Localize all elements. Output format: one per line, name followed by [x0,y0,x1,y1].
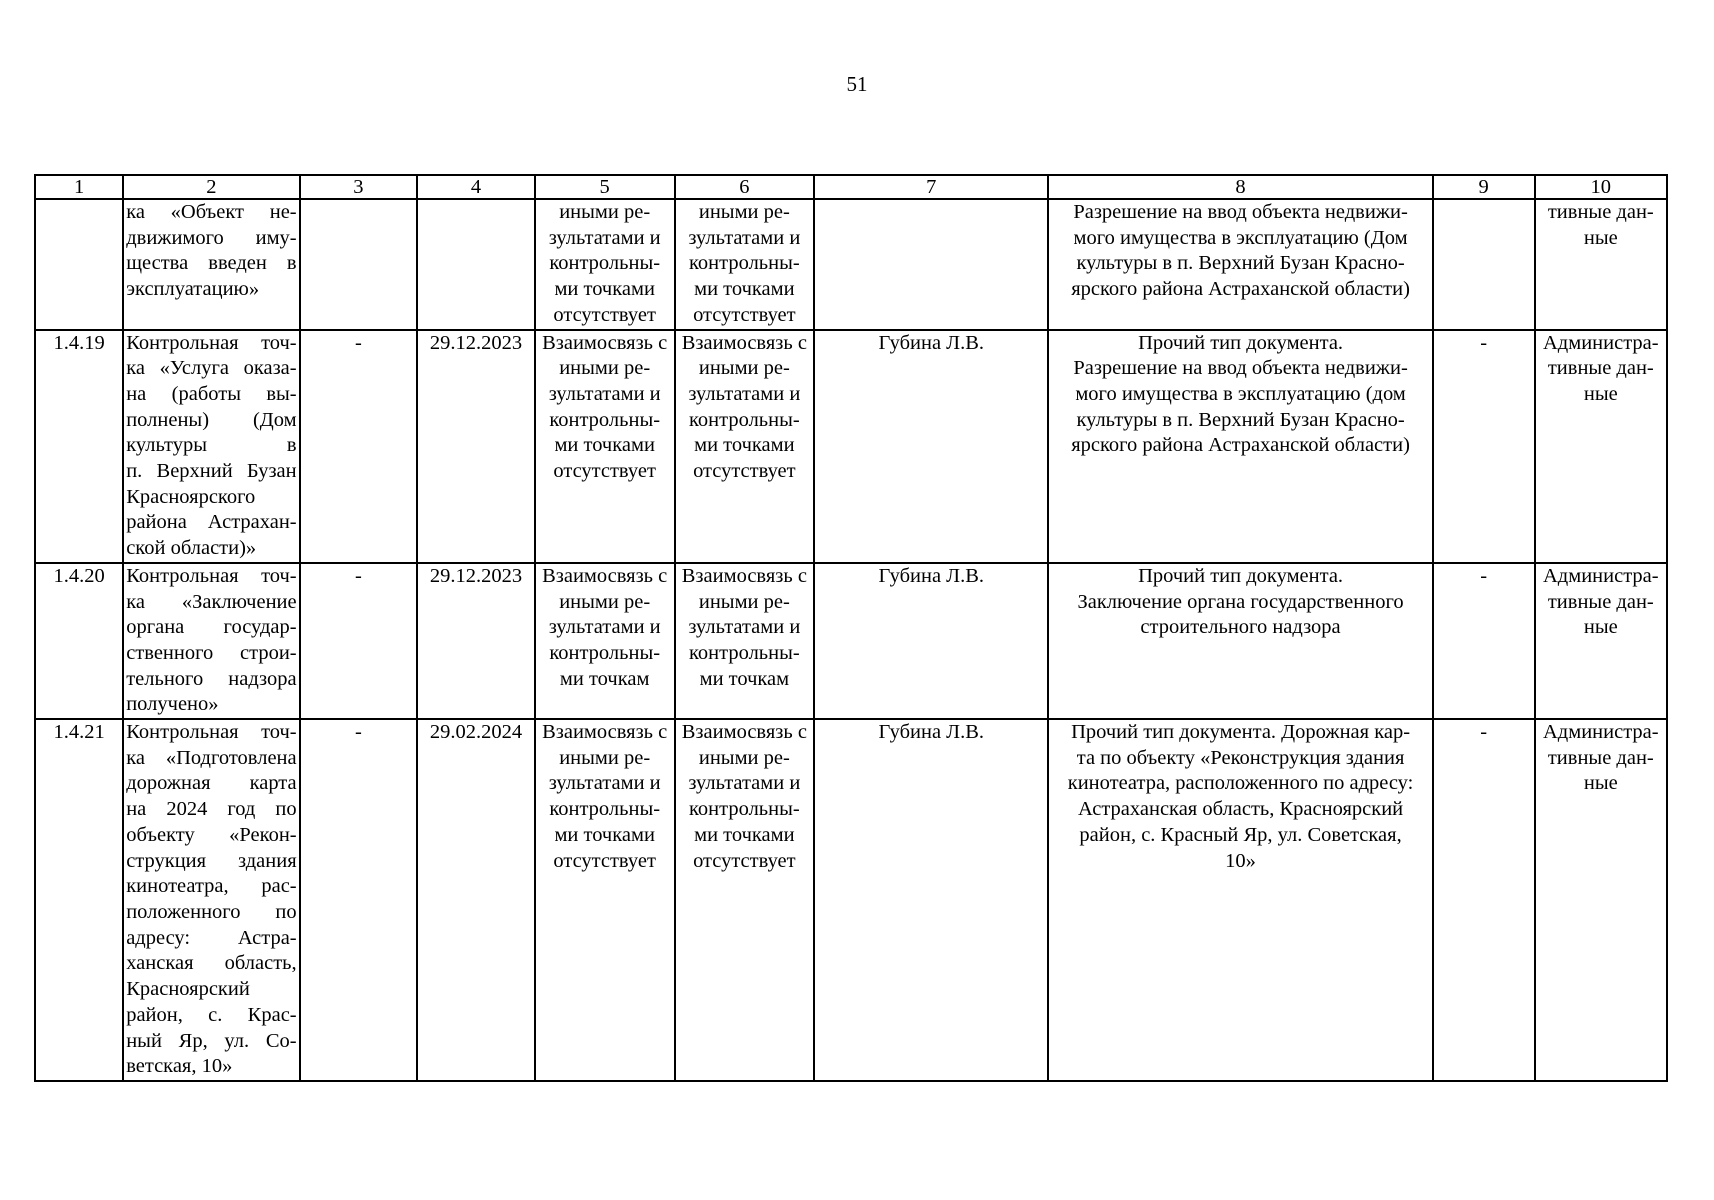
item-title-line: ханская область, [126,952,297,975]
column-header: 7 [814,175,1048,199]
item-title-line: Контрольная точ- [126,564,297,587]
item-title-line: ка «Подготовлена [126,746,297,769]
item-title [123,199,299,330]
table-row [35,199,1667,330]
item-title-line: ственного строи- [126,641,297,664]
responsible-person: Губина Л.В. [814,330,1048,563]
document-type: Разрешение на ввод объекта недвижи- мого имущества в эксплуатацию (Дом культуры в п. Верхний Бузан Красно- ярского района Астраханской области) [1048,199,1432,330]
relation-value: Взаимосвязь с иными ре- зультатами и контрольны- ми точкам [535,563,675,719]
date-value: 29.02.2024 [417,719,535,1081]
column-header: 10 [1535,175,1667,199]
responsible-person: Губина Л.В. [814,719,1048,1081]
column-header: 6 [675,175,815,199]
item-title-line: ветская, 10» [126,1055,233,1078]
date-value: 29.12.2023 [417,330,535,563]
responsible-person [814,199,1048,330]
item-title-line: дорожная карта [126,772,297,795]
relation-value: Взаимосвязь с иными ре- зультатами и контрольны- ми точками отсутствует [535,330,675,563]
relation-value: иными ре- зультатами и контрольны- ми точками отсутствует [675,199,815,330]
date-value [417,199,535,330]
item-title-line: положенного по [126,900,297,923]
table-row [35,563,1667,719]
col9-value: - [1433,719,1535,1081]
col3-value [300,199,418,330]
item-title-line: ской области)» [126,537,257,560]
item-title-line: Красноярский [126,978,250,1001]
item-title-line: на 2024 год по [126,798,297,821]
item-title-line: тельного надзора [126,667,297,690]
item-title-line: Красноярского [126,485,256,508]
responsible-person: Губина Л.В. [814,563,1048,719]
item-title [123,330,299,563]
item-title-line: культуры в [126,434,297,457]
col3-value: - [300,563,418,719]
col9-value [1433,199,1535,330]
item-title-line: эксплуатацию» [126,278,260,301]
data-source: Администра- тивные дан- ные [1535,330,1667,563]
column-header: 2 [123,175,299,199]
table-row [35,719,1667,1081]
relation-value: Взаимосвязь с иными ре- зультатами и контрольны- ми точками отсутствует [675,330,815,563]
document-type: Прочий тип документа. Разрешение на ввод объекта недвижи- мого имущества в эксплуатацию (дом культуры в п. Верхний Бузан Красно- ярского района Астраханской области) [1048,330,1432,563]
column-header: 5 [535,175,675,199]
item-number: 1.4.21 [35,719,123,1081]
data-source: тивные дан- ные [1535,199,1667,330]
item-title-line: струкция здания [126,849,297,872]
data-source: Администра- тивные дан- ные [1535,719,1667,1081]
column-header: 4 [417,175,535,199]
col3-value: - [300,330,418,563]
column-header: 1 [35,175,123,199]
item-title-line: ка «Объект не- [126,201,297,223]
col3-value: - [300,719,418,1081]
item-title-line: адресу: Астра- [126,926,297,949]
item-number: 1.4.19 [35,330,123,563]
item-title-line: объекту «Рекон- [126,823,297,846]
date-value: 29.12.2023 [417,563,535,719]
table-row [35,330,1667,563]
column-header: 8 [1048,175,1432,199]
document-type: Прочий тип документа. Дорожная кар- та по объекту «Реконструкция здания кинотеатра, расположенного по адресу: Астраханская область, Красноярский район, с. Красный Яр, ул. Советская, 10» [1048,719,1432,1081]
item-title [123,563,299,719]
column-header: 9 [1433,175,1535,199]
item-title-line: района Астрахан- [126,511,297,534]
column-number-row [35,175,1667,199]
item-title-line: п. Верхний Бузан [126,460,297,483]
item-title-line: Контрольная точ- [126,721,297,744]
item-title-line: полнены) (Дом [126,408,297,431]
relation-value: Взаимосвязь с иными ре- зультатами и контрольны- ми точкам [675,563,815,719]
item-title-line: ный Яр, ул. Со- [126,1029,297,1052]
column-header: 3 [300,175,418,199]
item-title-line: на (работы вы- [126,382,297,405]
item-title-line: кинотеатра, рас- [126,875,297,898]
item-title-line: Контрольная точ- [126,331,297,354]
plan-table [34,174,1668,1082]
item-title-line: район, с. Крас- [126,1003,297,1026]
item-title [123,719,299,1081]
item-number [35,199,123,330]
item-title-line: органа государ- [126,616,297,639]
page-number: 51 [846,72,868,96]
item-title-line: ка «Заключение [126,590,297,613]
data-source: Администра- тивные дан- ные [1535,563,1667,719]
document-type: Прочий тип документа. Заключение органа государственного строительного надзора [1048,563,1432,719]
relation-value: Взаимосвязь с иными ре- зультатами и контрольны- ми точками отсутствует [535,719,675,1081]
col9-value: - [1433,330,1535,563]
relation-value: иными ре- зультатами и контрольны- ми точками отсутствует [535,199,675,330]
item-title-line: ка «Услуга оказа- [126,357,297,380]
col9-value: - [1433,563,1535,719]
item-title-line: движимого иму- [126,226,297,249]
item-title-line: получено» [126,693,219,716]
item-title-line: щества введен в [126,252,297,275]
item-number: 1.4.20 [35,563,123,719]
relation-value: Взаимосвязь с иными ре- зультатами и контрольны- ми точками отсутствует [675,719,815,1081]
